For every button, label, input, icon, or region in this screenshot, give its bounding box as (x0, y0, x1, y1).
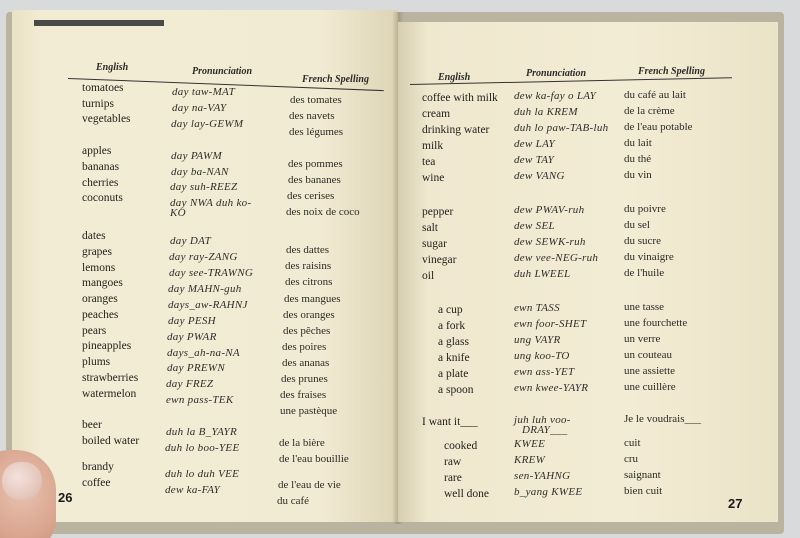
right-page (398, 22, 778, 522)
english-word: pineapples (82, 340, 132, 352)
pronunciation: day NWA duh ko- (170, 197, 252, 209)
english-word: a plate (438, 368, 469, 380)
french-spelling: du lait (624, 137, 652, 149)
pronunciation: dew VANG (514, 170, 565, 182)
pronunciation: dew vee-NEG-ruh (514, 252, 599, 264)
french-spelling: du café au lait (624, 89, 686, 101)
pronunciation: day PAWM (171, 150, 222, 162)
pronunciation: duh lo duh VEE (165, 468, 240, 480)
header-pronunciation: Pronunciation (192, 66, 253, 77)
pronunciation: KREW (514, 454, 546, 466)
french-spelling: une assiette (624, 365, 676, 377)
english-word: boiled water (82, 435, 140, 447)
english-word: beer (82, 419, 102, 431)
pronunciation: day see-TRAWNG (169, 267, 254, 279)
english-word: apples (82, 145, 112, 157)
pronunciation: ung koo-TO (514, 350, 570, 362)
pronunciation: day taw-MAT (172, 86, 236, 98)
english-word: pears (82, 325, 107, 337)
french-spelling: de la bière (279, 437, 325, 449)
page-number: 27 (728, 496, 743, 511)
pronunciation: day ba-NAN (171, 166, 229, 178)
french-spelling: Je le voudrais___ (624, 413, 701, 425)
pronunciation: day PWAR (167, 331, 217, 343)
english-word: wine (422, 172, 445, 184)
pronunciation: duh LWEEL (514, 268, 571, 280)
french-spelling: des pommes (288, 158, 343, 170)
english-word: drinking water (422, 124, 490, 136)
pronunciation: duh lo paw-TAB-luh (514, 122, 609, 134)
french-spelling: cuit (624, 437, 641, 449)
french-spelling: des mangues (284, 293, 341, 305)
french-spelling: de l'eau potable (624, 121, 693, 133)
english-word: coffee (82, 477, 111, 489)
pronunciation: b_yang KWEE (514, 486, 583, 498)
english-word: a cup (438, 304, 463, 316)
french-spelling: des raisins (285, 260, 332, 272)
pronunciation: day lay-GEWM (171, 118, 244, 130)
english-word: tomatoes (82, 82, 124, 94)
french-spelling: une pastèque (280, 405, 338, 417)
french-spelling: du sel (624, 219, 650, 231)
english-word: mangoes (82, 277, 123, 289)
english-word: dates (82, 230, 106, 242)
french-spelling: des navets (289, 110, 335, 122)
pronunciation: ewn kwee-YAYR (514, 382, 589, 394)
english-word: milk (422, 140, 444, 152)
english-word: coffee with milk (422, 92, 498, 104)
english-word: a spoon (438, 384, 474, 396)
english-word: brandy (82, 461, 114, 473)
french-spelling: bien cuit (624, 485, 663, 497)
pronunciation: day na-VAY (172, 102, 227, 114)
pronunciation: dew ka-fay o LAY (514, 90, 597, 102)
english-word: grapes (82, 246, 113, 258)
english-word: vinegar (422, 254, 457, 266)
header-english: English (96, 62, 129, 73)
english-word: salt (422, 222, 438, 234)
english-word: rare (444, 472, 462, 484)
english-word: sugar (422, 238, 447, 250)
pronunciation: day PESH (168, 315, 216, 327)
french-spelling: des dattes (286, 244, 330, 256)
pronunciation: KWEE (514, 438, 546, 450)
english-word: oil (422, 270, 435, 282)
english-word: pepper (422, 206, 454, 218)
english-word: coconuts (82, 192, 123, 204)
header-english: English (438, 72, 471, 83)
left-page (12, 10, 398, 522)
french-spelling: des bananes (288, 174, 341, 186)
french-spelling: des cerises (287, 190, 335, 202)
english-word: well done (444, 488, 490, 500)
english-word: oranges (82, 293, 118, 305)
english-word: lemons (82, 262, 116, 274)
french-spelling: saignant (624, 469, 661, 481)
french-spelling: une fourchette (624, 317, 688, 329)
pronunciation: day DAT (170, 235, 212, 247)
french-spelling: des citrons (285, 276, 333, 288)
french-spelling: des tomates (290, 94, 342, 106)
french-spelling: de l'huile (624, 267, 665, 279)
english-word: peaches (82, 309, 119, 321)
pronunciation: days_ah-na-NA (167, 347, 240, 359)
pronunciation: dew SEWK-ruh (514, 236, 586, 248)
pronunciation: ewn TASS (514, 302, 560, 314)
pronunciation: day suh-REEZ (170, 181, 238, 193)
french-spelling: un couteau (624, 349, 672, 361)
french-spelling: des ananas (282, 357, 330, 369)
french-spelling: des noix de coco (286, 206, 360, 218)
french-spelling: des pêches (283, 325, 331, 337)
english-word: a glass (438, 336, 469, 348)
french-spelling: des poires (282, 341, 327, 353)
pronunciation: days_aw-RAHNJ (168, 299, 248, 311)
pronunciation: day PREWN (167, 362, 225, 374)
french-spelling: du sucre (624, 235, 661, 247)
pronunciation: dew SEL (514, 220, 555, 232)
french-spelling: de la crème (624, 105, 675, 117)
french-spelling: des fraises (280, 389, 327, 401)
english-word: tea (422, 156, 436, 168)
pronunciation: ewn ass-YET (514, 366, 575, 378)
french-spelling: des légumes (289, 126, 344, 138)
pronunciation: duh lo boo-YEE (165, 442, 240, 454)
pronunciation: ewn foor-SHET (514, 318, 587, 330)
pronunciation: ung VAYR (514, 334, 561, 346)
french-spelling: du thé (624, 153, 652, 165)
pronunciation: juh luh voo- (514, 414, 571, 426)
page-edge-mark (34, 20, 164, 26)
french-spelling: des oranges (283, 309, 335, 321)
english-word: strawberries (82, 372, 139, 384)
french-spelling: des prunes (281, 373, 328, 385)
french-spelling: de l'eau de vie (278, 479, 341, 491)
french-spelling: du café (277, 495, 310, 507)
french-spelling: une cuillère (624, 381, 676, 393)
english-word: cooked (444, 440, 478, 452)
english-word: a knife (438, 352, 470, 364)
french-spelling: du poivre (624, 203, 666, 215)
thumbnail (2, 462, 42, 500)
french-spelling: une tasse (624, 301, 665, 313)
french-spelling: du vin (624, 169, 652, 181)
pronunciation: dew TAY (514, 154, 555, 166)
english-word: turnips (82, 98, 114, 110)
pronunciation: DRAY___ (522, 424, 568, 436)
english-word: I want it___ (422, 416, 478, 428)
english-word: vegetables (82, 113, 131, 125)
english-word: cream (422, 108, 451, 120)
french-spelling: cru (624, 453, 639, 465)
english-word: a fork (438, 320, 466, 332)
page-number: 26 (58, 490, 73, 505)
french-spelling: du vinaigre (624, 251, 674, 263)
pronunciation: dew ka-FAY (165, 484, 221, 496)
pronunciation: day ray-ZANG (169, 251, 238, 263)
pronunciation: duh la B_YAYR (166, 426, 237, 438)
pronunciation: KO (170, 207, 186, 219)
pronunciation: duh la KREM (514, 106, 578, 118)
english-word: cherries (82, 177, 119, 189)
header-french-spelling: French Spelling (302, 74, 369, 85)
english-word: watermelon (82, 388, 137, 400)
header-french-spelling: French Spelling (638, 66, 705, 77)
pronunciation: dew PWAV-ruh (514, 204, 585, 216)
english-word: raw (444, 456, 462, 468)
pronunciation: sen-YAHNG (514, 470, 571, 482)
pronunciation: day MAHN-guh (168, 283, 242, 295)
english-word: plums (82, 356, 111, 368)
pronunciation: ewn pass-TEK (166, 394, 234, 406)
french-spelling: un verre (624, 333, 661, 345)
pronunciation: dew LAY (514, 138, 555, 150)
french-spelling: de l'eau bouillie (279, 453, 349, 465)
pronunciation: day FREZ (166, 378, 214, 390)
header-pronunciation: Pronunciation (526, 68, 587, 79)
english-word: bananas (82, 161, 120, 173)
